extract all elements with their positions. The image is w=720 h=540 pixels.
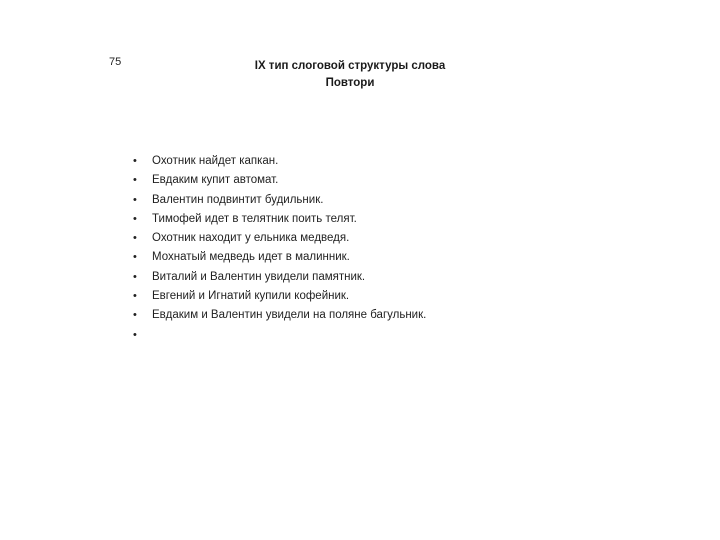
sentence-list [133, 153, 426, 346]
list-item-text: Тимофей идет в телятник поить телят. [152, 212, 357, 225]
list-item [133, 192, 426, 211]
bullet-icon: • [133, 174, 137, 187]
list-item-empty [133, 327, 426, 346]
page-number: 75 [109, 56, 122, 68]
bullet-icon: • [133, 270, 137, 283]
list-item [133, 211, 426, 230]
list-item [133, 269, 426, 288]
bullet-icon: • [133, 251, 137, 264]
list-item [133, 172, 426, 191]
list-item [133, 230, 426, 249]
list-item-text: Виталий и Валентин увидели памятник. [152, 270, 366, 283]
bullet-icon: • [133, 193, 137, 206]
list-item-text: Валентин подвинтит будильник. [152, 193, 324, 206]
list-item-text: Мохнатый медведь идет в малинник. [152, 251, 350, 264]
page-subtitle: Повтори [325, 77, 375, 89]
title-block [200, 58, 500, 92]
bullet-icon: • [133, 212, 137, 225]
list-item-text: Евгений и Игнатий купили кофейник. [152, 290, 350, 303]
bullet-icon: • [133, 290, 137, 303]
list-item-text: Евдаким и Валентин увидели на поляне багульник. [152, 309, 427, 322]
list-item [133, 288, 426, 307]
list-item [133, 249, 426, 268]
bullet-icon: • [133, 155, 137, 167]
bullet-icon: • [133, 309, 137, 322]
bullet-icon: • [133, 232, 137, 245]
list-item [133, 307, 426, 326]
list-item-text: Охотник находит у ельника медведя. [152, 232, 350, 245]
list-item [133, 153, 426, 172]
bullet-icon: • [133, 328, 137, 341]
list-item-text: Евдаким купит автомат. [152, 174, 279, 187]
page-title: IX тип слоговой структуры слова [254, 60, 446, 72]
list-item-text: Охотник найдет капкан. [152, 155, 279, 167]
